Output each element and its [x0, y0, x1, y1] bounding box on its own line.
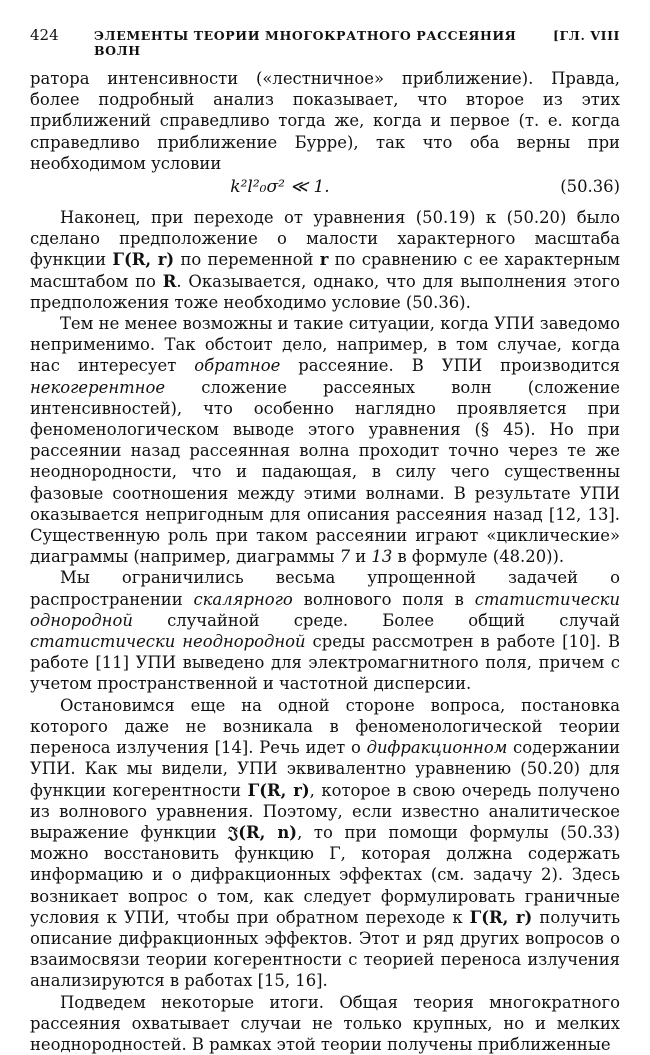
paragraph-2 — [30, 207, 620, 313]
math-symbol: 𝔍(R, n) — [228, 822, 298, 842]
paragraph-text: случайной среде. Более общий случай — [132, 610, 620, 630]
emphasis-text: статистически однородной — [30, 589, 620, 630]
emphasis-text: скалярного — [193, 589, 293, 609]
paragraph-text: , которое в свою очередь получено из волнового уравнения. Поэтому, если известно аналитическое выражение функции — [30, 780, 620, 842]
chapter-label: [ГЛ. VIII — [553, 28, 620, 43]
paragraph-text: Наконец, при переходе от уравнения (50.19) к (50.20) было сделано предположение о малости характерного масштаба функции — [30, 208, 620, 270]
math-symbol: Γ(R, r) — [247, 780, 310, 800]
emphasis-text: некогерентное — [30, 377, 166, 397]
paragraph-text: . Оказывается, однако, что для выполнения этого предположения тоже необходимо условие (50.36). — [30, 271, 620, 312]
equation-expression: k²l²₀σ² ≪ 1. — [230, 177, 330, 198]
page-number: 424 — [30, 26, 59, 44]
emphasis-text: обратное — [194, 356, 281, 376]
emphasis-text: дифракционном — [366, 738, 508, 758]
math-symbol: Γ(R, r) — [112, 250, 175, 270]
paragraph-text: , то при помощи формулы (50.33) можно восстановить функцию Γ, которая должна содержать информацию и о дифракционных эффектах (см. задачу 2). Здесь возникает вопрос о том, как следует формулировать граничные условия к УПИ, чтобы при обратном переходе к — [30, 822, 620, 927]
paragraph-text: волнового поля в — [292, 589, 475, 609]
paragraph-1 — [30, 68, 620, 174]
equation-50-36 — [30, 176, 620, 198]
paragraph-text: получить описание дифракционных эффектов. Этот и ряд других вопросов о взаимосвязи теории когерентности с теорией переноса излучения анализируются в работах [15, 16]. — [30, 907, 620, 991]
paragraph-text: Остановимся еще на одной стороне вопроса, постановка которого даже не возникала в феноменологической теории переноса излучения [14]. Речь идет о — [30, 695, 620, 758]
math-symbol: Γ(R, r) — [469, 907, 533, 927]
body-text — [30, 68, 620, 1055]
emphasis-text: 13 — [371, 547, 393, 567]
paragraph-4 — [30, 567, 620, 694]
paragraph-text: и — [350, 547, 372, 567]
paragraph-text: Подведем некоторые итоги. Общая теория многократного рассеяния охватывает случаи не только крупных, но и мелких неоднородностей. В рамках этой теории получены приближенные — [30, 992, 620, 1054]
running-header — [30, 26, 620, 58]
paragraph-text: среды рассмотрен в работе [10]. В работе [11] УПИ выведено для электромагнитного поля, причем с учетом пространственной и частотной дисперсии. — [30, 632, 620, 694]
paragraph-5 — [30, 695, 620, 992]
paragraph-text: Мы ограничились весьма упрощенной задачей о распространении — [30, 568, 620, 609]
paragraph-text: содержании УПИ. Как мы видели, УПИ эквивалентно уравнению (50.20) для функции когерентности — [30, 738, 620, 800]
emphasis-text: 7 — [339, 547, 351, 567]
paragraph-text: ратора интенсивности («лестничное» приближение). Правда, более подробный анализ показывает, что второе из этих приближений справедливо тогда же, когда и первое (т. е. когда справедливо приближение Бурре), так что оба верны при необходимом условии — [30, 69, 620, 173]
math-symbol: R — [162, 271, 177, 291]
running-title: ЭЛЕМЕНТЫ ТЕОРИИ МНОГОКРАТНОГО РАССЕЯНИЯ ВОЛН — [94, 28, 517, 58]
paragraph-text: сложение рассеяных волн (сложение интенсивностей), что особенно наглядно проявляется при феноменологическом выводе этого уравнения (§ 45). Но при рассеянии назад рассеянная волна проходит точно через те же неоднородности, что и падающая, в силу чего существенны фазовые соотношения между этими волнами. В результате УПИ оказывается непригодным для описания рассеяния назад [12, 13]. Существенную роль при таком рассеянии играют «циклические» диаграммы (например, диаграммы — [30, 377, 620, 567]
equation-number: (50.36) — [560, 177, 620, 197]
paragraph-6 — [30, 992, 620, 1055]
paragraph-text: по сравнению с ее характерным масштабом по — [30, 250, 620, 291]
paragraph-text: Тем не менее возможны и такие ситуации, когда УПИ заведомо неприменимо. Так обстоит дело, например, в том случае, когда нас интересует — [30, 314, 620, 376]
paragraph-text: по переменной — [174, 250, 320, 270]
math-symbol: r — [319, 250, 329, 270]
paragraph-3 — [30, 313, 620, 567]
emphasis-text: статистически неоднородной — [30, 632, 306, 652]
paragraph-text: рассеяние. В УПИ производится — [280, 356, 620, 376]
paragraph-text: в формуле (48.20)). — [392, 547, 565, 567]
